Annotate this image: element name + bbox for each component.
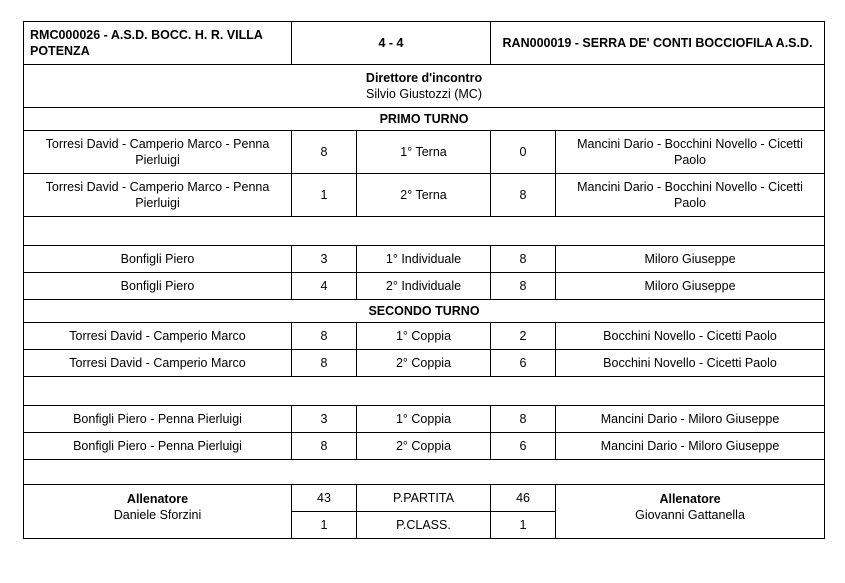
home-players: Bonfigli Piero - Penna Pierluigi	[24, 406, 292, 433]
match-row	[24, 406, 825, 433]
match-report-table	[23, 21, 825, 539]
home-score: 8	[292, 131, 357, 174]
home-score: 8	[292, 323, 357, 350]
away-players: Mancini Dario - Bocchini Novello - Cicetti Paolo	[556, 131, 825, 174]
class-label: P.CLASS.	[357, 512, 491, 539]
away-score: 8	[491, 273, 556, 300]
match-row	[24, 273, 825, 300]
away-players: Miloro Giuseppe	[556, 273, 825, 300]
away-coach-label: Allenatore	[659, 492, 721, 506]
empty-row	[24, 460, 825, 485]
away-score: 2	[491, 323, 556, 350]
away-players: Bocchini Novello - Cicetti Paolo	[556, 350, 825, 377]
match-row	[24, 174, 825, 217]
game-type: 1° Individuale	[357, 246, 491, 273]
home-class-points: 1	[292, 512, 357, 539]
game-type: 1° Coppia	[357, 406, 491, 433]
away-players: Mancini Dario - Bocchini Novello - Cicetti Paolo	[556, 174, 825, 217]
away-score: 0	[491, 131, 556, 174]
game-type: 1° Terna	[357, 131, 491, 174]
home-coach-label: Allenatore	[126, 492, 189, 506]
game-type: 2° Coppia	[357, 433, 491, 460]
away-score: 8	[491, 406, 556, 433]
section-title-first-turn: PRIMO TURNO	[24, 108, 825, 131]
away-partita-points: 46	[491, 485, 556, 512]
home-players: Torresi David - Camperio Marco - Penna Pierluigi	[24, 174, 292, 217]
home-partita-points: 43	[292, 485, 357, 512]
away-score: 8	[491, 246, 556, 273]
away-coach-name: Giovanni Gattanella	[635, 508, 745, 522]
match-row	[24, 323, 825, 350]
director-cell	[24, 65, 825, 108]
home-score: 1	[292, 174, 357, 217]
home-score: 4	[292, 273, 357, 300]
director-label: Direttore d'incontro	[365, 71, 483, 85]
section-row-first-turn	[24, 108, 825, 131]
game-type: 1° Coppia	[357, 323, 491, 350]
home-players: Bonfigli Piero - Penna Pierluigi	[24, 433, 292, 460]
home-score: 8	[292, 433, 357, 460]
director-name: Silvio Giustozzi (MC)	[366, 87, 482, 101]
home-players: Torresi David - Camperio Marco	[24, 350, 292, 377]
section-row-second-turn	[24, 300, 825, 323]
final-score: 4 - 4	[292, 22, 491, 65]
game-type: 2° Terna	[357, 174, 491, 217]
match-row	[24, 246, 825, 273]
away-players: Miloro Giuseppe	[556, 246, 825, 273]
home-team-name: RMC000026 - A.S.D. BOCC. H. R. VILLA POTENZA	[24, 22, 292, 65]
home-score: 3	[292, 406, 357, 433]
section-title-second-turn: SECONDO TURNO	[24, 300, 825, 323]
empty-row	[24, 377, 825, 406]
away-players: Mancini Dario - Miloro Giuseppe	[556, 433, 825, 460]
away-players: Bocchini Novello - Cicetti Paolo	[556, 323, 825, 350]
away-score: 6	[491, 350, 556, 377]
match-row	[24, 131, 825, 174]
footer-row-partita	[24, 485, 825, 512]
empty-cell	[24, 217, 825, 246]
away-players: Mancini Dario - Miloro Giuseppe	[556, 406, 825, 433]
empty-cell	[24, 460, 825, 485]
home-coach-cell	[24, 485, 292, 539]
game-type: 2° Individuale	[357, 273, 491, 300]
away-score: 6	[491, 433, 556, 460]
away-team-name: RAN000019 - SERRA DE' CONTI BOCCIOFILA A.S.D.	[491, 22, 825, 65]
home-players: Bonfigli Piero	[24, 273, 292, 300]
home-players: Torresi David - Camperio Marco	[24, 323, 292, 350]
away-score: 8	[491, 174, 556, 217]
header-row	[24, 22, 825, 65]
home-score: 3	[292, 246, 357, 273]
empty-row	[24, 217, 825, 246]
home-players: Bonfigli Piero	[24, 246, 292, 273]
game-type: 2° Coppia	[357, 350, 491, 377]
home-score: 8	[292, 350, 357, 377]
match-row	[24, 350, 825, 377]
empty-cell	[24, 377, 825, 406]
home-coach-name: Daniele Sforzini	[113, 508, 202, 522]
partita-label: P.PARTITA	[357, 485, 491, 512]
away-class-points: 1	[491, 512, 556, 539]
home-players: Torresi David - Camperio Marco - Penna Pierluigi	[24, 131, 292, 174]
director-row	[24, 65, 825, 108]
match-row	[24, 433, 825, 460]
away-coach-cell	[556, 485, 825, 539]
